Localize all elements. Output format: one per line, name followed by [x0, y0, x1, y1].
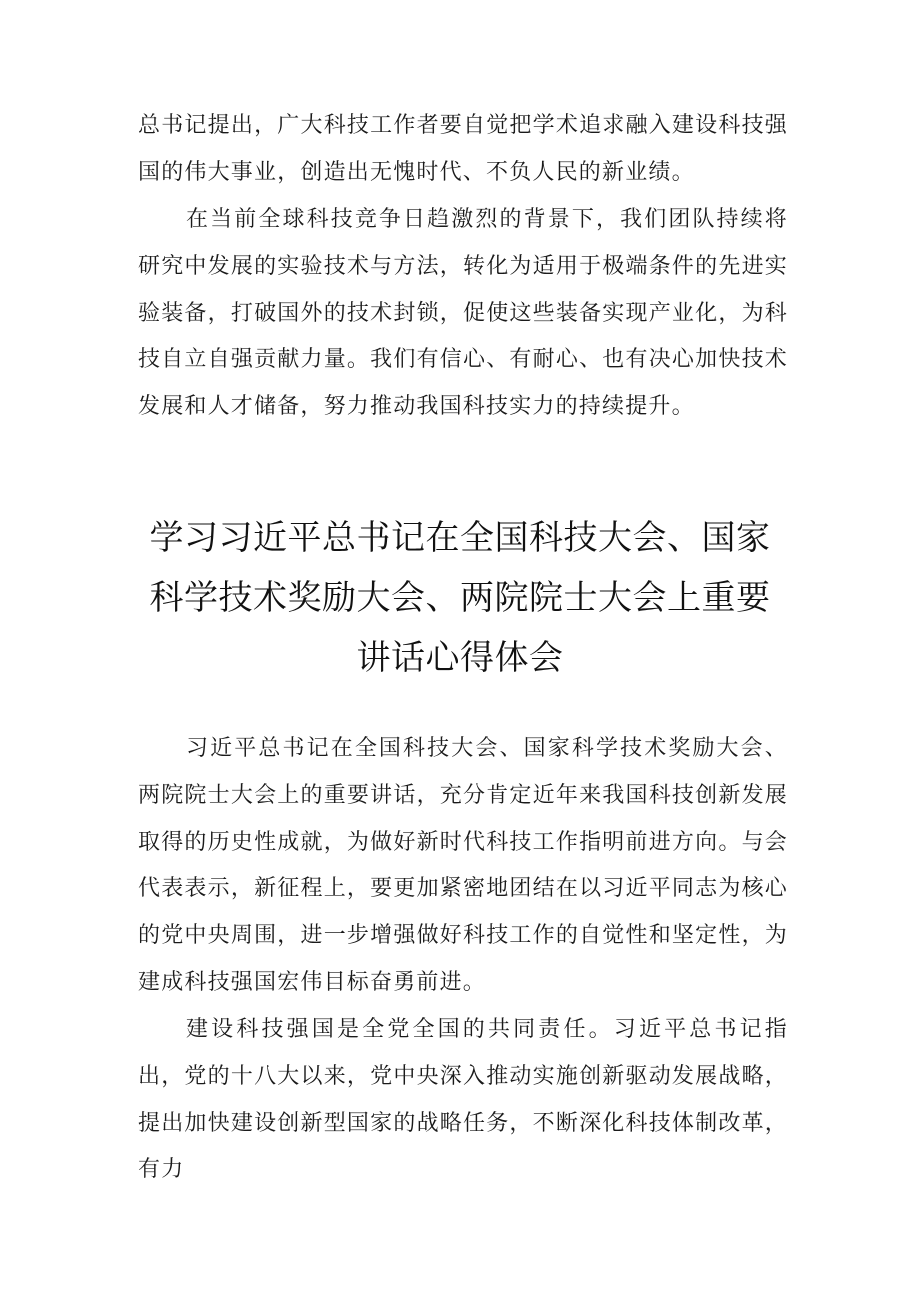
article-title [100, 508, 820, 688]
continued-paragraph: 总书记提出，广大科技工作者要自觉把学术追求融入建设科技强国的伟大事业，创造出无愧时代、不负人民的新业绩。 [138, 113, 788, 185]
speech-summary-paragraph: 习近平总书记在全国科技大会、国家科学技术奖励大会、两院院士大会上的重要讲话，充分肯定近年来我国科技创新发展取得的历史性成就，为做好新时代科技工作指明前进方向。与会代表表示，新征程上，要更加紧密地团结在以习近平同志为核心的党中央周围，进一步增强做好科技工作的自觉性和坚定性，为建成科技强国宏伟目标奋勇前进。 [138, 736, 788, 995]
title-line-2: 科学技术奖励大会、两院院士大会上重要 [149, 578, 771, 618]
team-paragraph: 在当前全球科技竞争日趋激烈的背景下，我们团队持续将研究中发展的实验技术与方法，转化为适用于极端条件的先进实验装备，打破国外的技术封锁，促使这些装备实现产业化，为科技自立自强贡献力量。我们有信心、有耐心、也有决心加快技术发展和人才储备，努力推动我国科技实力的持续提升。 [138, 207, 788, 420]
responsibility-paragraph: 建设科技强国是全党全国的共同责任。习近平总书记指出，党的十八大以来，党中央深入推动实施创新驱动发展战略，提出加快建设创新型国家的战略任务，不断深化科技体制改革，有力 [138, 1017, 788, 1183]
title-line-1: 学习习近平总书记在全国科技大会、国家 [149, 518, 771, 558]
title-line-3: 讲话心得体会 [356, 638, 564, 678]
